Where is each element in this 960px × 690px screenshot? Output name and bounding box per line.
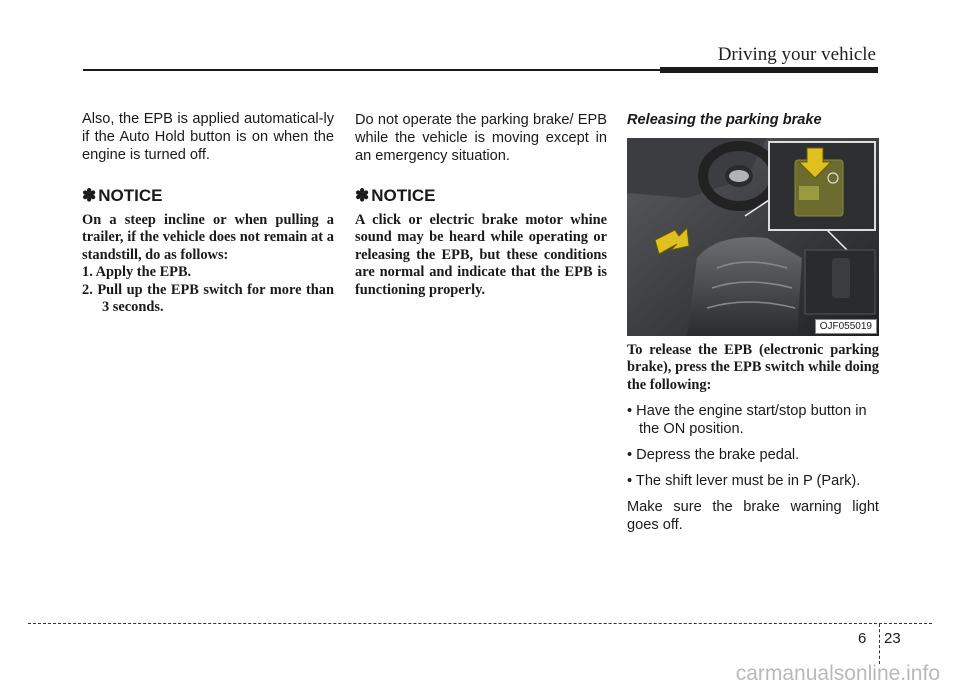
column-left [82,110,334,316]
page-header-title: Driving your vehicle [717,44,876,65]
notice-star-icon: ✽ [355,186,370,205]
notice-heading [355,186,607,206]
warning-paragraph: Do not operate the parking brake/ EPB while the vehicle is moving except in an emergency situation. [355,112,607,164]
header-rule-accent [660,67,878,73]
notice-body [82,212,334,316]
epb-illustration [627,138,879,336]
footer-divider [879,624,880,664]
release-intro: To release the EPB (electronic parking brake), press the EPB switch while doing the following: [627,342,879,393]
footer-rule [28,623,932,624]
car-interior-image [627,138,879,336]
release-instructions [627,342,879,534]
notice-line: On a steep incline or when pulling a trailer, if the vehicle does not remain at a standstill, do as follows: [82,212,334,263]
column-right [627,112,879,128]
bullet-item: • Have the engine start/stop button in the ON position. [627,403,867,438]
notice-step: 2. Pull up the EPB switch for more than 3 seconds. [82,281,334,316]
notice-label: NOTICE [98,186,163,205]
page-number: 23 [884,630,901,647]
bullet-text: Have the engine start/stop button in the ON position. [636,403,867,438]
figure-code: OJF055019 [815,319,877,334]
notice-label: NOTICE [371,186,436,205]
bullet-item: • Depress the brake pedal. [627,447,800,464]
bullet-text: Depress the brake pedal. [636,447,800,464]
intro-paragraph: Also, the EPB is applied automatical-ly if the Auto Hold button is on when the engine is turned off. [82,111,334,163]
bullet-text: The shift lever must be in P (Park). [635,473,861,490]
notice-star-icon: ✽ [82,186,97,205]
column-middle [355,111,607,299]
closing-paragraph: Make sure the brake warning light goes off. [627,499,879,534]
watermark: carmanualsonline.info [735,662,940,685]
notice-step: 1. Apply the EPB. [82,264,192,281]
bullet-item: • The shift lever must be in P (Park). [627,473,861,490]
chapter-number: 6 [858,630,867,647]
notice-heading [82,186,334,206]
section-heading: Releasing the parking brake [627,112,822,128]
notice-body: A click or electric brake motor whine sound may be heard while operating or releasing the EPB, but these conditions are normal and indicate that the EPB is functioning properly. [355,212,607,298]
